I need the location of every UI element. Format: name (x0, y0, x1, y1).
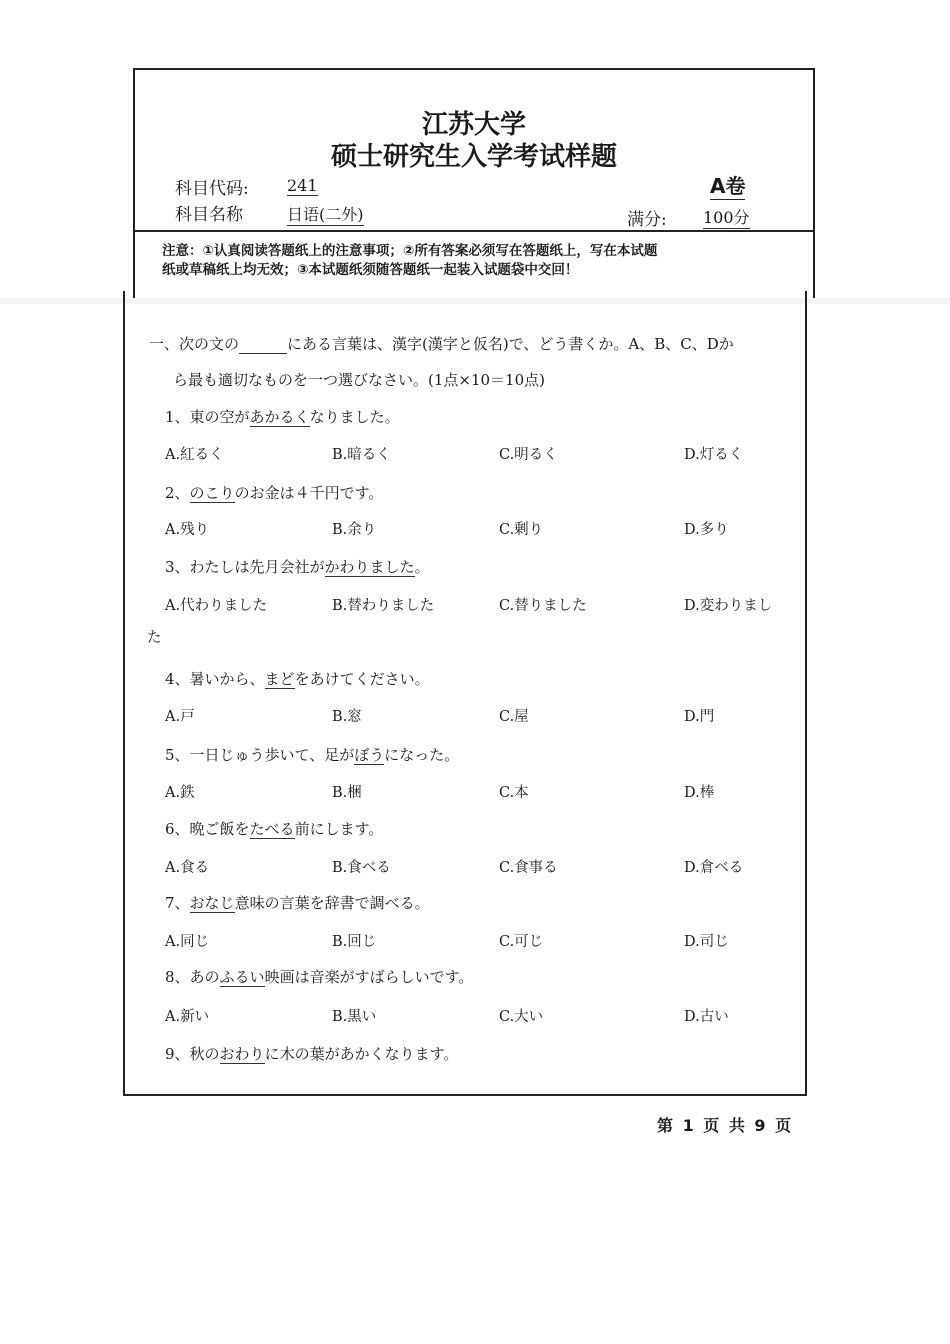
question-text-end: なりました。 (309, 408, 400, 426)
question-text: 6、晩ご飯を (165, 820, 250, 838)
question-underlined-word: ふるい (219, 968, 265, 986)
question-text: 3、わたしは先月会社が (165, 558, 325, 576)
question-underlined-word: あかるく (249, 408, 310, 426)
question-text: 2、 (165, 484, 190, 502)
option-d: D.棒 (684, 785, 715, 801)
option-a: A.新い (165, 1009, 210, 1025)
header-divider (135, 230, 813, 232)
exam-title: 硕士研究生入学考试样题 (330, 142, 617, 172)
subject-code-label: 科目代码: (175, 179, 249, 199)
question-underlined-word: たべる (249, 820, 295, 838)
option-d: D.灯るく (684, 447, 744, 463)
option-c: C.可じ (499, 934, 544, 950)
question-4 (165, 668, 430, 689)
question-7 (165, 892, 430, 913)
option-c: C.剰り (499, 522, 544, 538)
option-b: B.黒い (332, 1009, 377, 1025)
question-text-end: 映画は音楽がすばらしいです。 (264, 968, 474, 986)
section-instruction (149, 333, 734, 354)
notice-line-1: 注意：①认真阅读答题纸上的注意事项；②所有答案必须写在答题纸上，写在本试题 (162, 243, 658, 259)
question-underlined-word: まど (264, 670, 295, 688)
question-underlined-word: ぼう (354, 746, 385, 764)
question-2 (165, 482, 383, 503)
instruction-start: 一、次の文の (149, 335, 240, 353)
option-c: C.明るく (499, 447, 558, 463)
question-text-end: をあけてください。 (294, 670, 430, 688)
question-text-end: のお金は４千円です。 (234, 484, 384, 502)
question-text-end: に木の葉があかくなります。 (264, 1045, 459, 1063)
option-c: C.食事る (499, 860, 558, 876)
question-text-end: 意味の言葉を辞書で調べる。 (234, 894, 430, 912)
option-c: C.替りました (499, 598, 587, 614)
question-underlined-word: かわりました (324, 558, 415, 576)
option-c: C.大い (499, 1009, 544, 1025)
option-b: B.替わりました (332, 598, 435, 614)
question-text: 7、 (165, 894, 190, 912)
option-d: D.司じ (684, 934, 729, 950)
instruction-end: にある言葉は、漢字(漢字と仮名)で、どう書くか。A、B、C、Dか (287, 335, 734, 353)
question-text-end: 前にします。 (294, 820, 384, 838)
option-a: A.鉄 (165, 785, 195, 801)
question-5 (165, 744, 459, 765)
option-c: C.屋 (499, 709, 529, 725)
question-underlined-word: おわり (219, 1045, 265, 1063)
question-text: 5、一日じゅう歩いて、足が (165, 746, 355, 764)
option-d: D.多り (684, 522, 729, 538)
option-d: D.倉べる (684, 860, 744, 876)
option-a: A.代わりました (165, 598, 268, 614)
option-b: B.窓 (332, 709, 362, 725)
option-b: B.梱 (332, 785, 362, 801)
option-a: A.同じ (165, 934, 210, 950)
option-b: B.食べる (332, 860, 391, 876)
paper-label: A卷 (710, 170, 745, 200)
option-d-wrap: た (147, 630, 162, 646)
question-text-end: 。 (414, 558, 430, 576)
exam-header (133, 68, 815, 300)
subject-code: 241 (287, 176, 318, 195)
question-text: 8、あの (165, 968, 220, 986)
question-text: 9、秋の (165, 1045, 220, 1063)
notice-line-2: 纸或草稿纸上均无效；③本试题纸须随答题纸一起装入试题袋中交回！ (162, 262, 579, 278)
question-3 (165, 556, 430, 577)
page-number: 第 1 页 共 9 页 (657, 1116, 792, 1135)
question-text: 1、東の空が (165, 408, 250, 426)
full-score: 100分 (703, 205, 750, 229)
question-text: 4、暑いから、 (165, 670, 265, 688)
question-text-end: になった。 (384, 746, 460, 764)
option-a: A.残り (165, 522, 210, 538)
option-d: D.変わりまし (684, 598, 773, 614)
option-b: B.暗るく (332, 447, 391, 463)
notice (162, 242, 792, 280)
option-a: A.戸 (165, 709, 195, 725)
option-b: B.余り (332, 522, 377, 538)
option-b: B.回じ (332, 934, 377, 950)
option-a: A.紅るく (165, 447, 224, 463)
question-underlined-word: おなじ (189, 894, 235, 912)
question-9 (165, 1043, 458, 1064)
option-a: A.食る (165, 860, 210, 876)
instruction-blank (239, 335, 287, 354)
question-1 (165, 406, 400, 427)
option-c: C.本 (499, 785, 529, 801)
section-instruction-line2: ら最も適切なものを一つ選びなさい。(1点×10＝10点) (173, 371, 545, 389)
subject-name: 日语(二外) (287, 202, 364, 226)
question-6 (165, 818, 383, 839)
question-underlined-word: のこり (189, 484, 235, 502)
question-8 (165, 966, 473, 987)
option-d: D.古い (684, 1009, 729, 1025)
full-score-label: 满分: (627, 210, 667, 230)
option-d: D.門 (684, 709, 715, 725)
university-name: 江苏大学 (421, 110, 526, 140)
subject-name-label: 科目名称 (175, 205, 243, 225)
